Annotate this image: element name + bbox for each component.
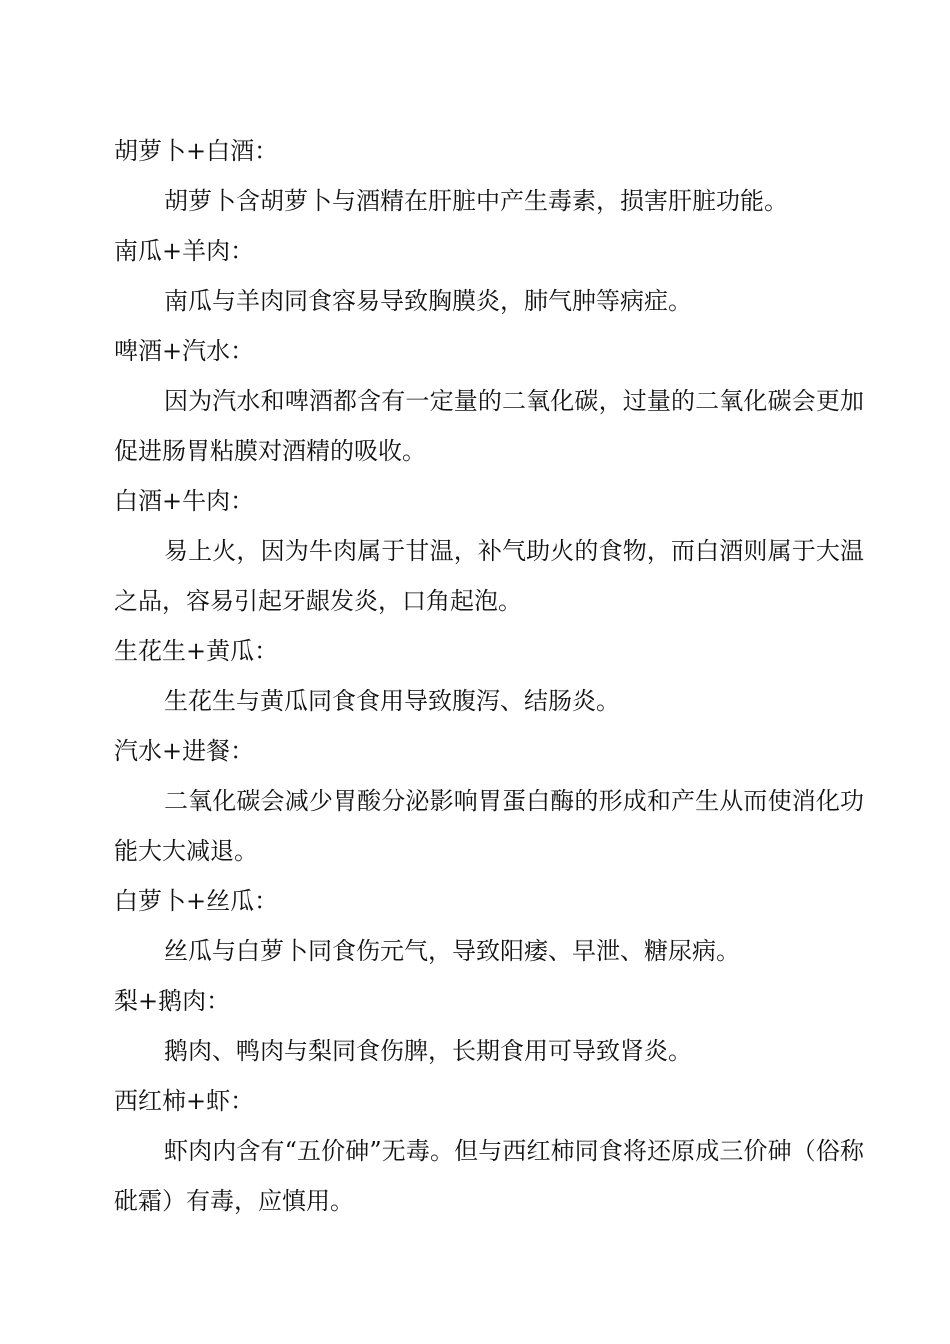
entry-title: 生花生+黄瓜： (114, 637, 279, 665)
entry-title: 啤酒+汽水： (114, 337, 255, 365)
entry-description: 易上火，因为牛肉属于甘温，补气助火的食物，而白酒则属于大温之品，容易引起牙龈发炎，口角起泡。 (114, 537, 864, 615)
entry-title: 西红柿+虾： (114, 1087, 255, 1115)
entry-description: 胡萝卜含胡萝卜与酒精在肝脏中产生毒素，损害肝脏功能。 (164, 187, 788, 215)
entry-title: 白酒+牛肉： (114, 487, 255, 515)
entry-description: 南瓜与羊肉同食容易导致胸膜炎，肺气肿等病症。 (164, 287, 692, 315)
entry-description: 虾肉内含有“五价砷”无毒。但与西红柿同食将还原成三价砷（俗称砒霜）有毒，应慎用。 (114, 1137, 864, 1215)
entry-title: 梨+鹅肉： (114, 987, 231, 1015)
entry-title: 南瓜+羊肉： (114, 237, 255, 265)
entry-title: 白萝卜+丝瓜： (114, 887, 279, 915)
entry-description: 二氧化碳会减少胃酸分泌影响胃蛋白酶的形成和产生从而使消化功能大大减退。 (114, 787, 864, 865)
entry-description: 鹅肉、鸭肉与梨同食伤脾，长期食用可导致肾炎。 (164, 1037, 692, 1065)
document-body (114, 126, 864, 1226)
entry-description: 丝瓜与白萝卜同食伤元气，导致阳痿、早泄、糖尿病。 (164, 937, 740, 965)
entry-title: 胡萝卜+白酒： (114, 137, 279, 165)
entry-description: 生花生与黄瓜同食食用导致腹泻、结肠炎。 (164, 687, 620, 715)
entry-description: 因为汽水和啤酒都含有一定量的二氧化碳，过量的二氧化碳会更加促进肠胃粘膜对酒精的吸收。 (114, 387, 864, 465)
entry-title: 汽水+进餐： (114, 737, 255, 765)
